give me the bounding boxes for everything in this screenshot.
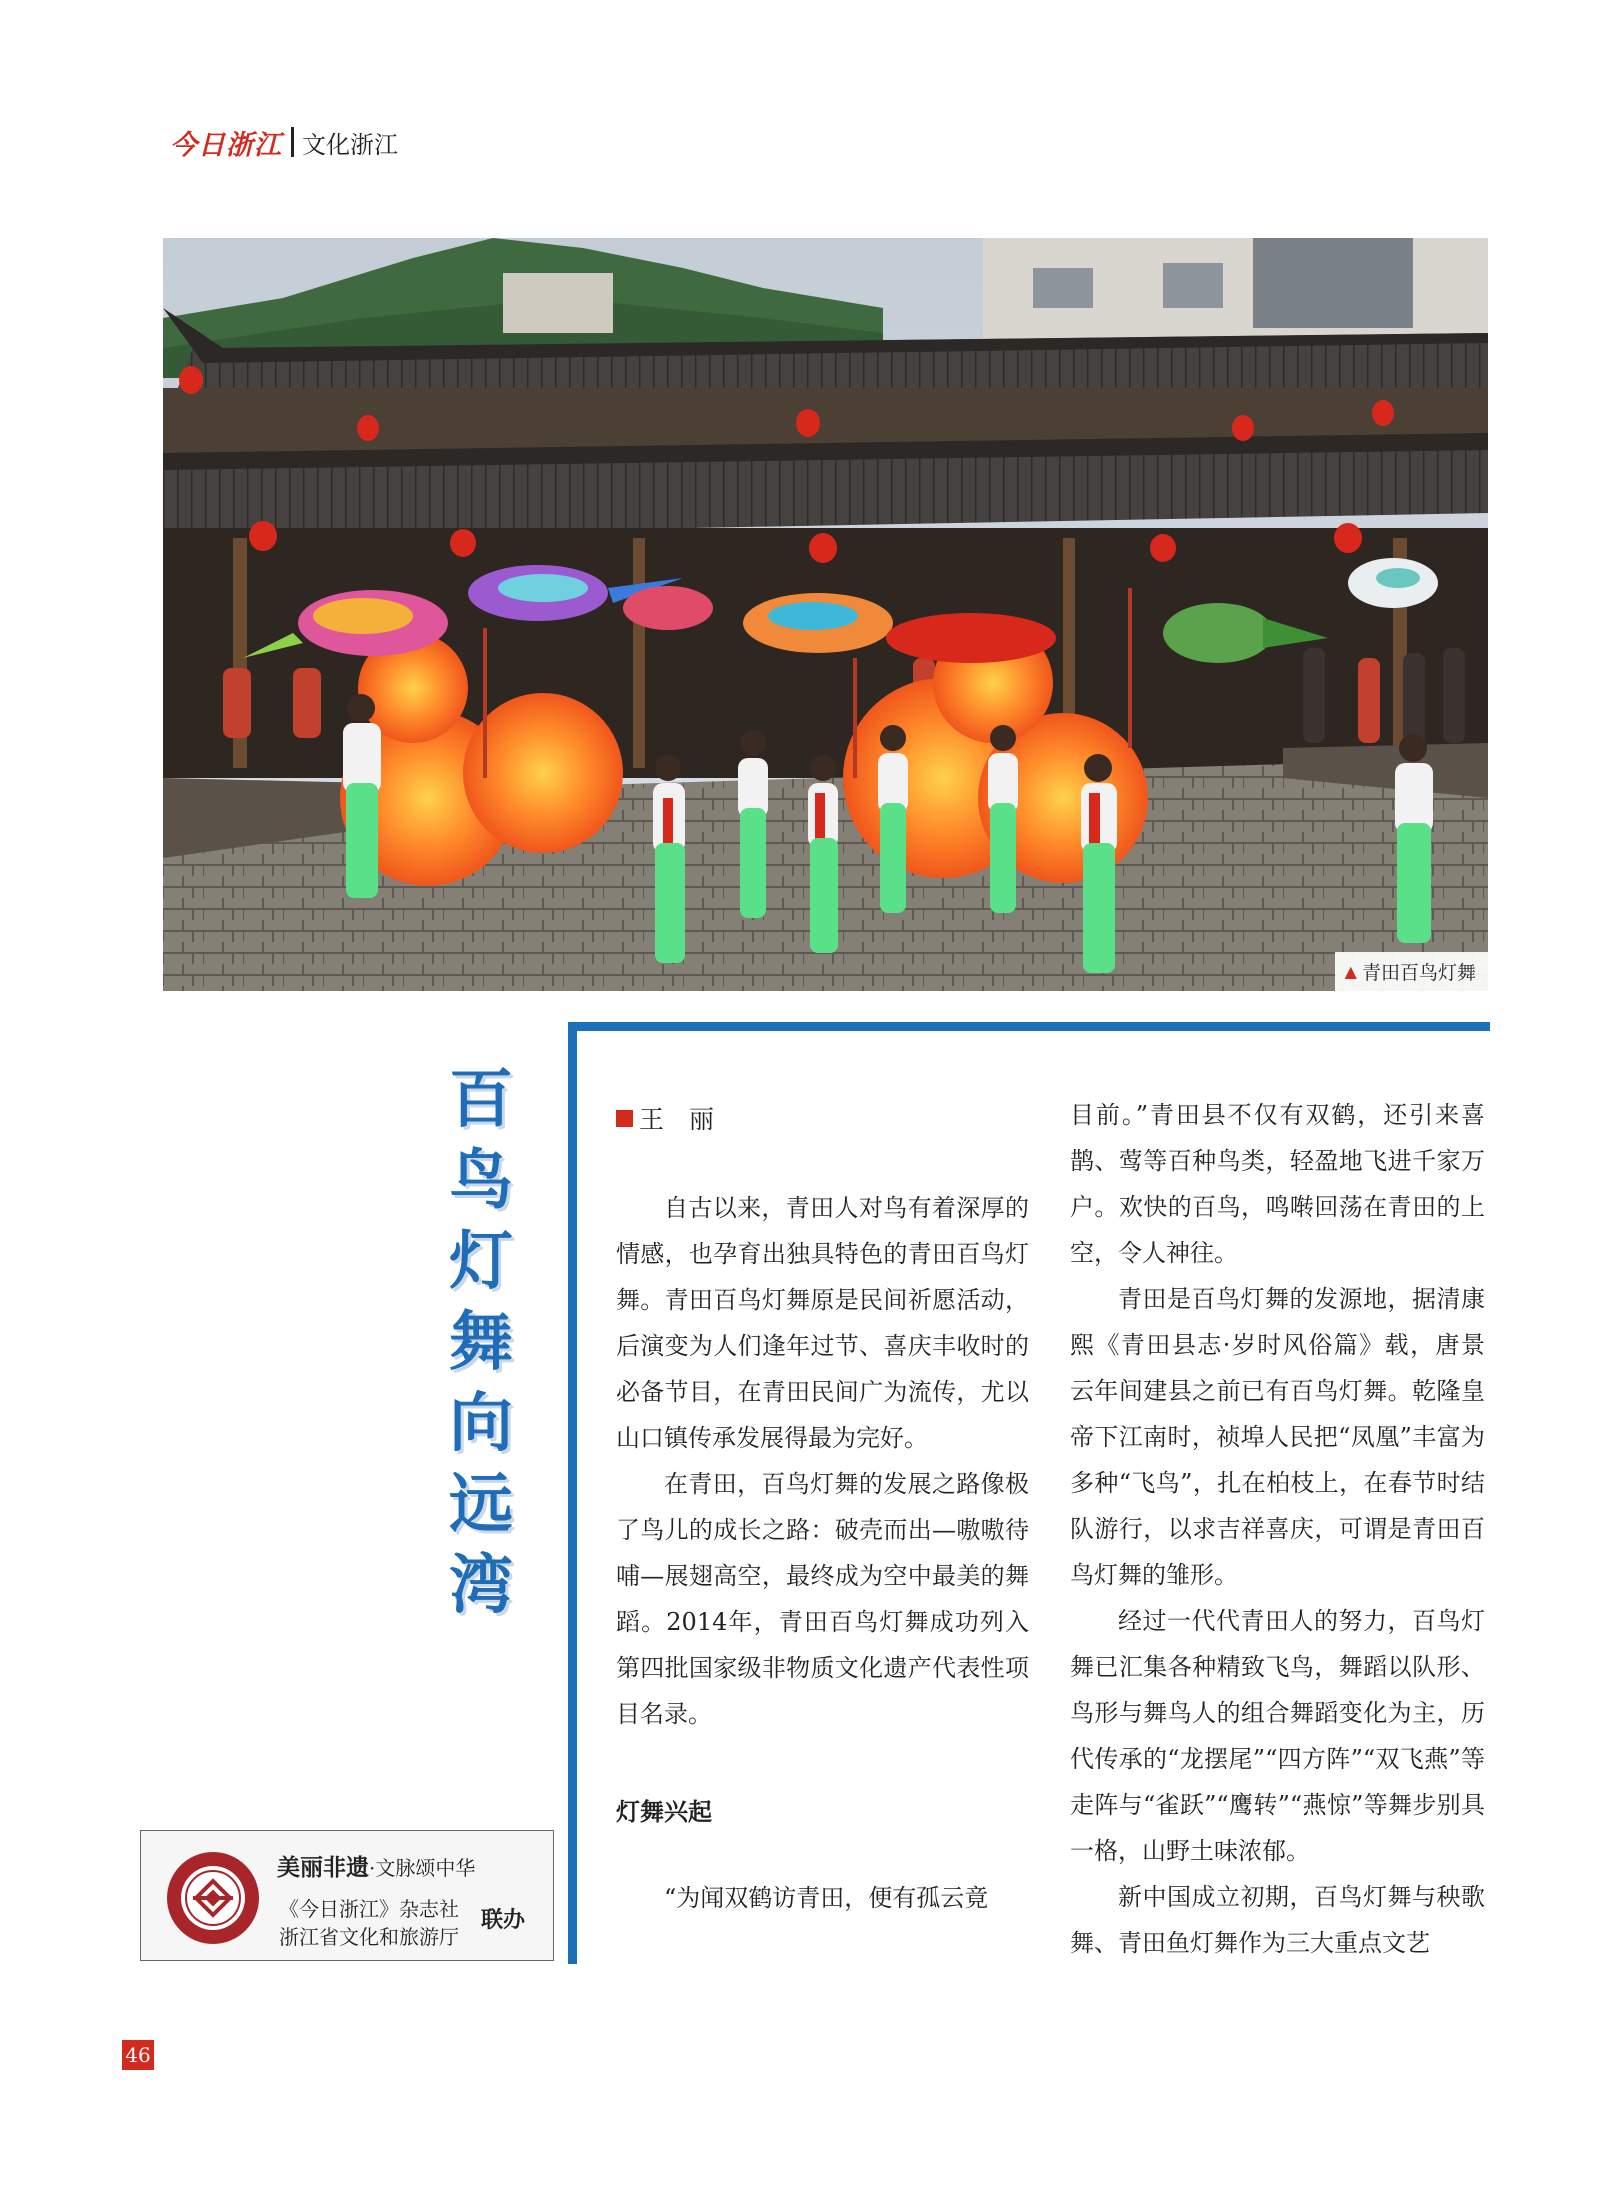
slogan-sub: ·文脉颂中华 (369, 1856, 476, 1880)
accent-bar-vertical (568, 1022, 577, 1964)
running-header (170, 122, 398, 162)
accent-bar-horizontal (568, 1022, 1490, 1031)
paragraph: 自古以来，青田人对鸟有着深厚的情感，也孕育出独具特色的青田百鸟灯舞。青田百鸟灯舞原是民间祈愿活动，后演变为人们逢年过节、喜庆丰收时的必备节目，在青田民间广为流传，尤以山口镇传承发展得最为完好。 (616, 1194, 1029, 1452)
co-organizer-box (140, 1830, 554, 1961)
intangible-heritage-emblem-icon (165, 1850, 261, 1946)
organizer-magazine: 《今日浙江》杂志社 (279, 1897, 459, 1921)
red-square-icon (616, 1110, 633, 1127)
paragraph: 目前。”青田县不仅有双鹤，还引来喜鹊、莺等百种鸟类，轻盈地飞进千家万户。欢快的百鸟，鸣啭回荡在青田的上空，令人神往。 (1070, 1101, 1485, 1267)
title-char: 鸟 (449, 1144, 513, 1218)
paragraph: 在青田，百鸟灯舞的发展之路像极了鸟儿的成长之路：破壳而出—嗷嗷待哺—展翅高空，最终成为空中最美的舞蹈。2014年，青田百鸟灯舞成功列入第四批国家级非物质文化遗产代表性项目名录。 (616, 1470, 1029, 1728)
article-title (446, 1060, 516, 1627)
photo-caption (1335, 952, 1488, 991)
organizer-department: 浙江省文化和旅游厅 (279, 1925, 459, 1949)
bird-lantern-dance-photo (163, 238, 1488, 991)
magazine-logo: 今日浙江 (170, 129, 282, 161)
page-number: 46 (122, 2040, 154, 2070)
title-char: 向 (449, 1387, 513, 1461)
title-char: 百 (449, 1063, 513, 1137)
author-name: 王 丽 (639, 1105, 715, 1134)
header-separator (291, 127, 294, 157)
article-column-1 (616, 1185, 1029, 1921)
hero-photo (163, 238, 1488, 991)
section-subheading: 灯舞兴起 (616, 1798, 712, 1826)
title-char: 灯 (449, 1225, 513, 1299)
paragraph: “为闻双鹤访青田，便有孤云竟 (664, 1884, 989, 1912)
slogan-main: 美丽非遗 (277, 1854, 369, 1881)
section-name: 文化浙江 (302, 130, 398, 159)
caption-text: 青田百鸟灯舞 (1361, 962, 1476, 984)
paragraph: 新中国成立初期，百鸟灯舞与秧歌舞、青田鱼灯舞作为三大重点文艺 (1070, 1883, 1485, 1957)
joint-host-label: 联办 (481, 1908, 526, 1933)
caption-triangle-icon: ▲ (1344, 962, 1357, 981)
article-column-2 (1070, 1092, 1485, 1966)
heritage-slogan (277, 1849, 475, 1882)
title-char: 舞 (449, 1306, 513, 1380)
paragraph: 青田是百鸟灯舞的发源地，据清康熙《青田县志·岁时风俗篇》载，唐景云年间建县之前已有百鸟灯舞。乾隆皇帝下江南时，祯埠人民把“凤凰”丰富为多种“飞鸟”，扎在柏枝上，在春节时结队游行，以求吉祥喜庆，可谓是青田百鸟灯舞的雏形。 (1070, 1285, 1485, 1589)
title-char: 远 (449, 1468, 513, 1542)
title-char: 湾 (449, 1549, 513, 1623)
author-byline (616, 1100, 714, 1136)
paragraph: 经过一代代青田人的努力，百鸟灯舞已汇集各种精致飞鸟，舞蹈以队形、鸟形与舞鸟人的组合舞蹈变化为主，历代传承的“龙摆尾”“四方阵”“双飞燕”等走阵与“雀跃”“鹰转”“燕惊”等舞步别具一格，山野土味浓郁。 (1070, 1607, 1485, 1865)
